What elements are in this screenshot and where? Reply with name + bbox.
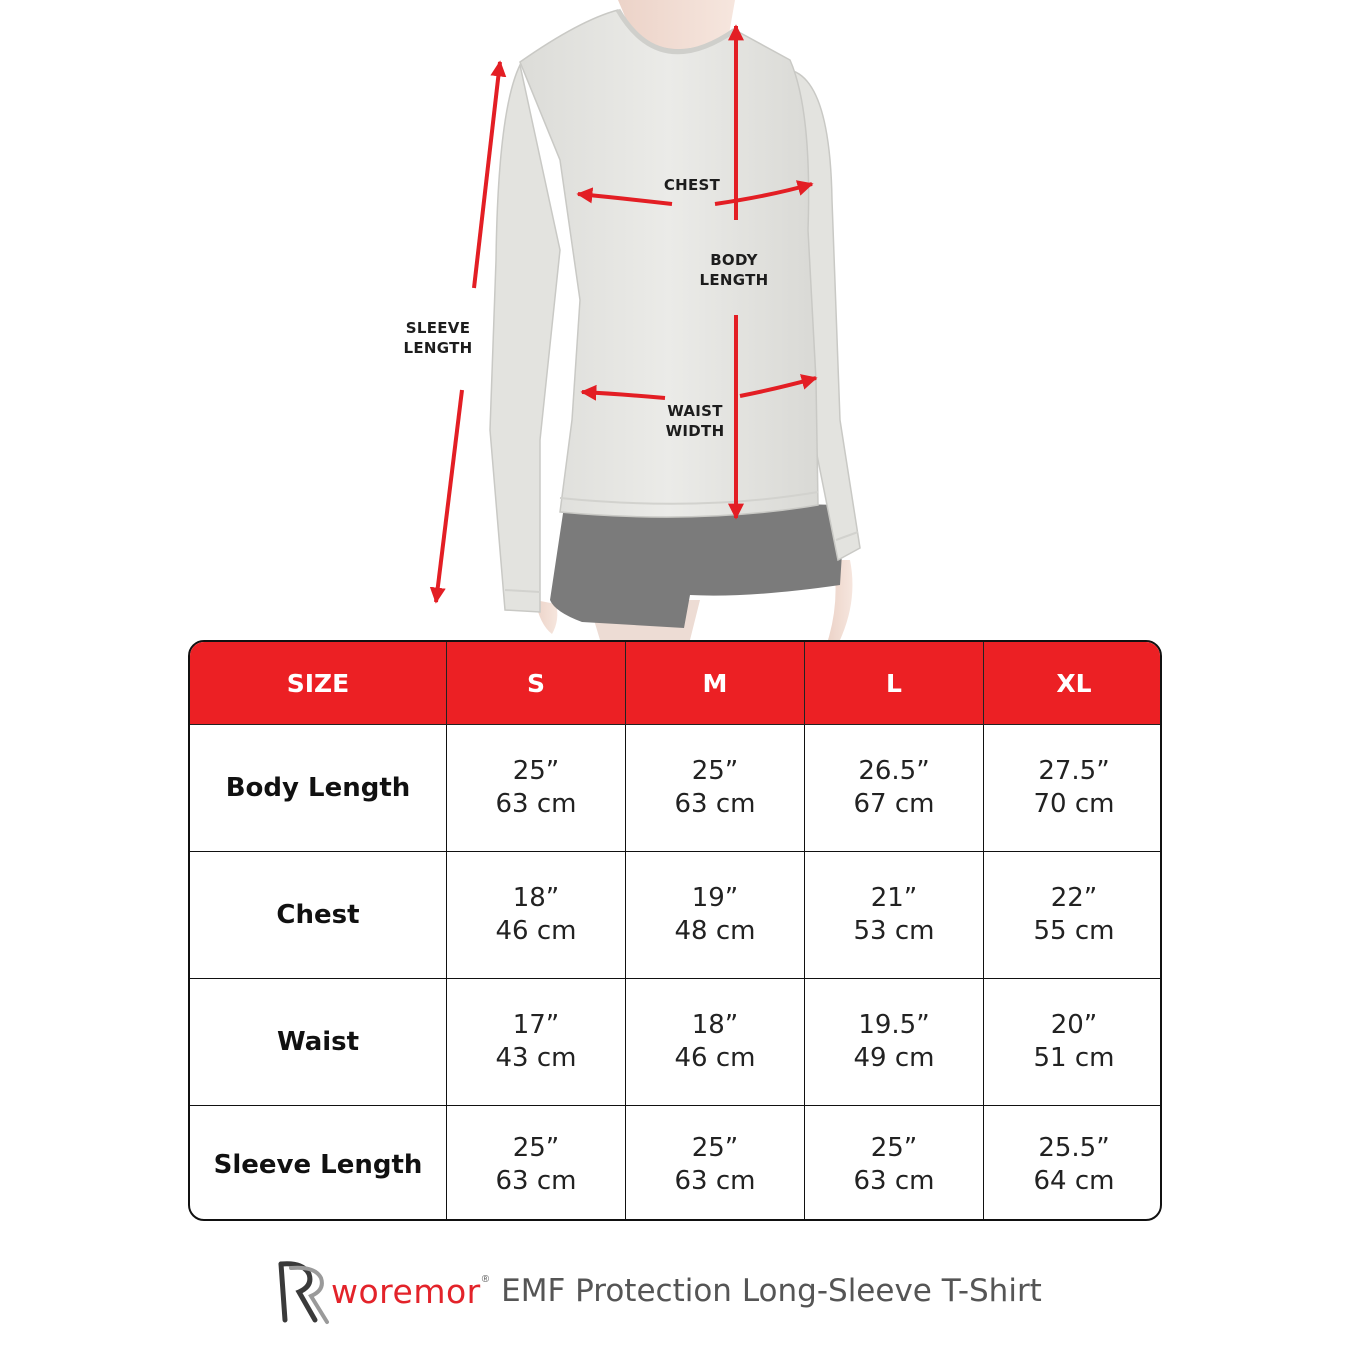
row-label-sleeve-length: Sleeve Length [190, 1106, 447, 1221]
sleeve-length-arrow-bottom [436, 390, 462, 602]
body-length-label: BODY LENGTH [699, 251, 769, 289]
header-size: SIZE [190, 642, 447, 725]
sleeve-length-label: SLEEVE LENGTH [403, 319, 473, 357]
brand-name: woremor [331, 1271, 481, 1311]
table-cell: 25” 63 cm [626, 1106, 805, 1221]
header-l: L [805, 642, 984, 725]
chest-label: CHEST [663, 176, 721, 194]
woremor-logo-icon [275, 1260, 333, 1326]
table-cell: 25” 63 cm [805, 1106, 984, 1221]
table-cell: 27.5” 70 cm [984, 725, 1162, 852]
garment-illustration [0, 0, 1350, 640]
row-label-waist: Waist [190, 979, 447, 1106]
header-s: S [447, 642, 626, 725]
registered-mark: ® [481, 1273, 490, 1285]
table-cell: 18” 46 cm [626, 979, 805, 1106]
shirt-diagram [0, 0, 1350, 640]
table-cell: 19” 48 cm [626, 852, 805, 979]
table-cell: 22” 55 cm [984, 852, 1162, 979]
table-cell: 25” 63 cm [447, 1106, 626, 1221]
table-cell: 25.5” 64 cm [1033, 1132, 1115, 1196]
waist-width-label: WAIST WIDTH [665, 402, 725, 440]
table-cell: 25” 63 cm [626, 725, 805, 852]
table-cell: 19.5” 49 cm [805, 979, 984, 1106]
product-title: EMF Protection Long-Sleeve T-Shirt [501, 1273, 1042, 1309]
header-m: M [626, 642, 805, 725]
row-label-body-length: Body Length [190, 725, 447, 852]
table-cell: 25” 63 cm [447, 725, 626, 852]
footer-brand [275, 1258, 1042, 1328]
table-cell: 20” 51 cm [984, 979, 1162, 1106]
table-cell: 26.5” 67 cm [805, 725, 984, 852]
table-cell: 21” 53 cm [805, 852, 984, 979]
table-cell: 18” 46 cm [447, 852, 626, 979]
size-chart-table [188, 640, 1162, 1221]
header-xl: XL [984, 642, 1162, 725]
table-cell: 17” 43 cm [447, 979, 626, 1106]
row-label-chest: Chest [190, 852, 447, 979]
